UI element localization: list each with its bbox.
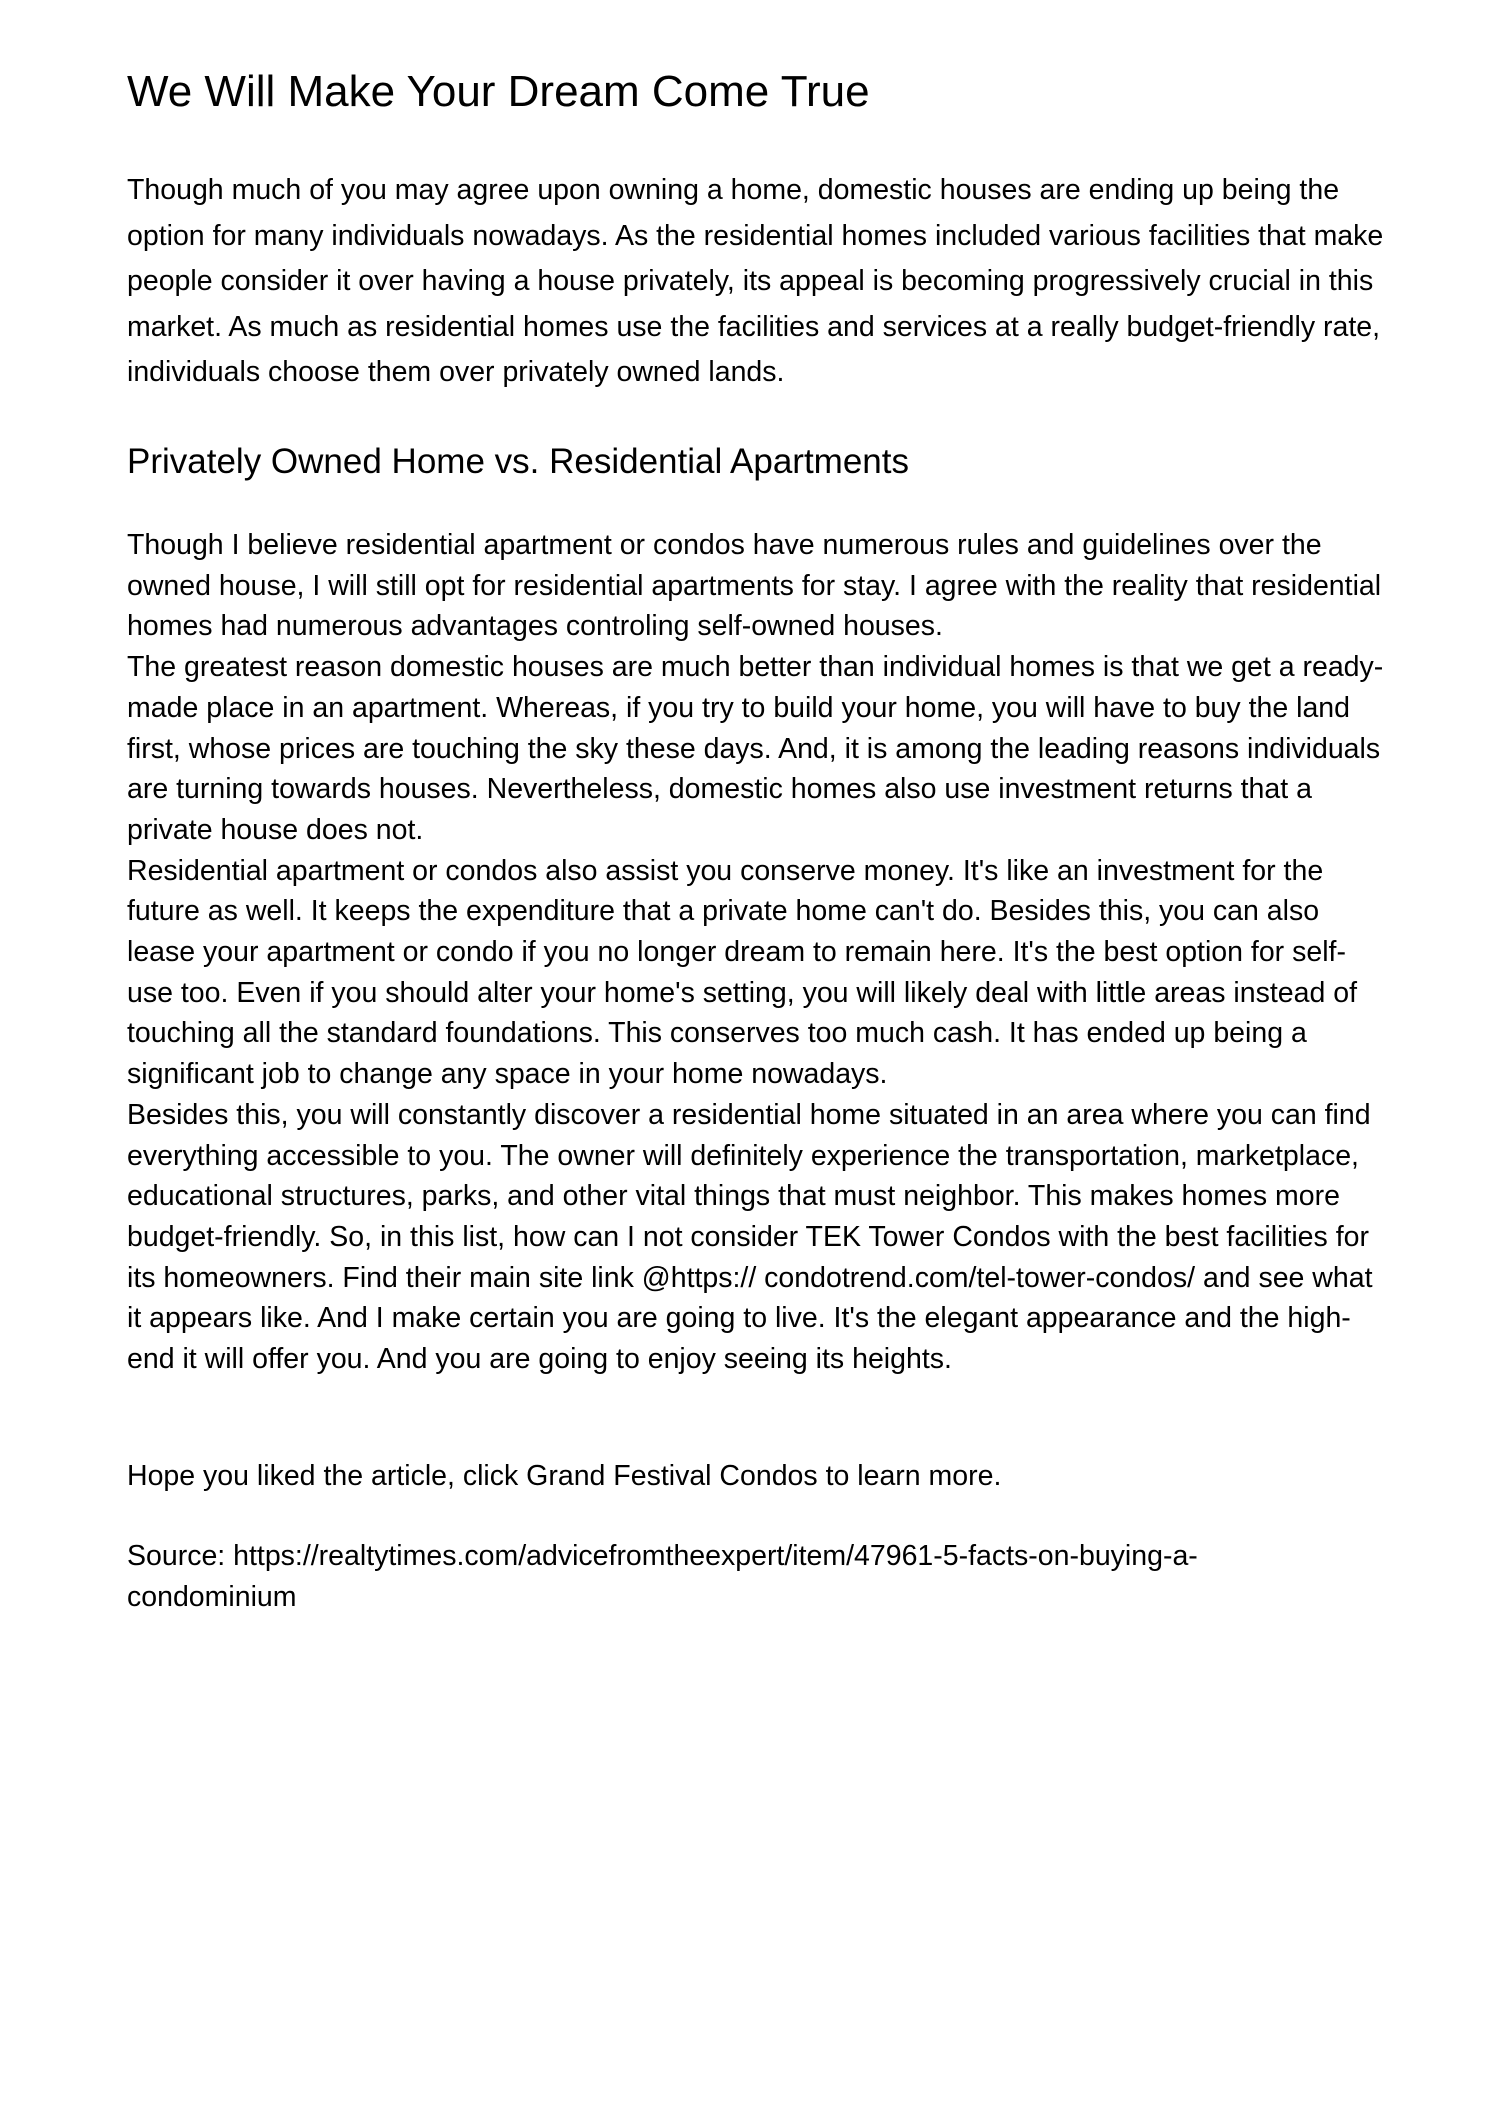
body-paragraph-1: Though I believe residential apartment or condos have numerous rules and guidelines over the owned house, I will still opt for residential apartments for stay. I agree with the reality that residential homes had numerous advantages controling self-owned houses. — [127, 529, 1382, 643]
source-line-1: Source: https://realtytimes.com/advicefromtheexpert/item/47961-5-facts-on-buying-a- — [127, 1540, 1198, 1572]
section-heading: Privately Owned Home vs. Residential Apartments — [127, 442, 909, 481]
body-paragraph-4: Besides this, you will constantly discover a residential home situated in an area where you can find everything accessible to you. The owner will definitely experience the transportation, marketplace, educational structures, parks, and other vital things that must neighbor. This makes homes more budget-friendly. So, in this list, how can I not consider TEK Tower Condos with the best facilities for its homeowners. Find their main site link @https:// condotrend.com/tel-tower-condos/ and see what it appears like. And I make certain you are going to live. It's the elegant appearance and the high-end it will offer you. And you are going to enjoy seeing its heights. — [127, 1098, 1373, 1376]
source-citation — [127, 1536, 1389, 1617]
source-line-2: condominium — [127, 1580, 297, 1613]
intro-paragraph: Though much of you may agree upon owning a home, domestic houses are ending up being the option for many individuals nowadays. As the residential homes included various facilities that make people consider it over having a house privately, its appeal is becoming progressively crucial in this market. As much as residential homes use the facilities and services at a really budget-friendly rate, individuals choose them over privately owned lands. — [127, 174, 1384, 389]
closing-paragraph: Hope you liked the article, click Grand Festival Condos to learn more. — [127, 1460, 1002, 1492]
body-paragraph-2: The greatest reason domestic houses are much better than individual homes is that we get a ready-made place in an apartment. Whereas, if you try to build your home, you will have to buy the land first, whose prices are touching the sky these days. And, it is among the leading reasons individuals are turning towards houses. Nevertheless, domestic homes also use investment returns that a private house does not. — [127, 651, 1384, 846]
page-title: We Will Make Your Dream Come True — [127, 67, 870, 116]
body-paragraph-3: Residential apartment or condos also assist you conserve money. It's like an investment for the future as well. It keeps the expenditure that a private home can't do. Besides this, you can also lease your apartment or condo if you no longer dream to remain here. It's the best option for self-use too. Even if you should alter your home's setting, you will likely deal with little areas instead of touching all the standard foundations. This conserves too much cash. It has ended up being a significant job to change any space in your home nowadays. — [127, 854, 1357, 1091]
article-body — [127, 525, 1389, 1380]
